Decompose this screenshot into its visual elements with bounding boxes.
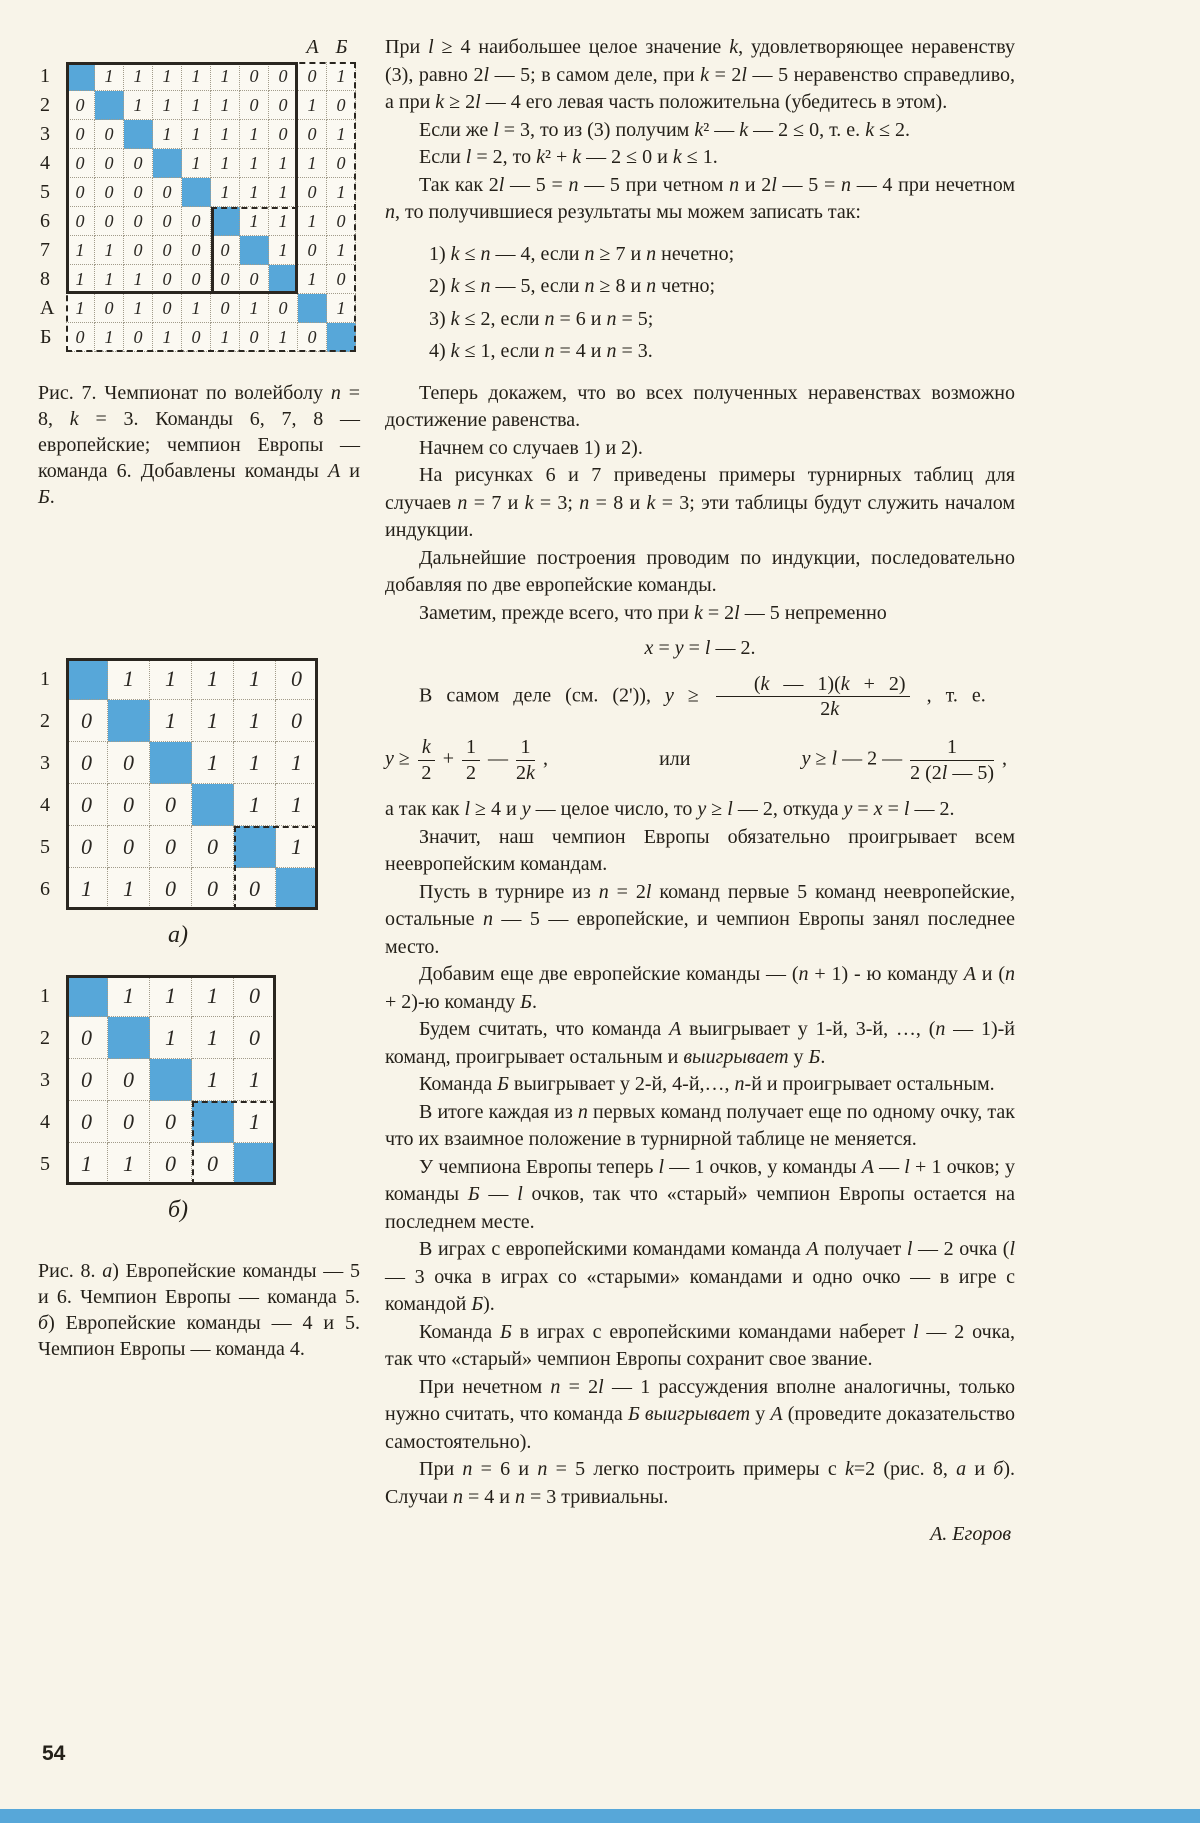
- matrix-cell: 0: [66, 700, 108, 742]
- matrix-cell: 1: [153, 62, 182, 91]
- paragraph: Добавим еще две европейские команды — (n + 1) - ю команду А и (n + 2)-ю команду Б.: [385, 963, 1015, 1013]
- scan-edge-bar: [0, 1809, 1200, 1823]
- row-label: 3: [40, 123, 50, 145]
- matrix-cell: 1: [269, 207, 298, 236]
- fig7-col-header-b: Б: [335, 36, 348, 58]
- matrix-cell: 1: [240, 120, 269, 149]
- paragraph: Значит, наш чемпион Европы обязательно проигрывает всем неевропейским командам.: [385, 825, 1015, 876]
- fraction: $\frac{(k — 1)(k + 2)}{2k}$: [716, 673, 910, 721]
- diagonal-cell: [192, 784, 234, 826]
- fraction: $\frac{k}{2}$: [418, 736, 435, 784]
- matrix-cell: 1: [153, 91, 182, 120]
- matrix-cell: 0: [153, 294, 182, 323]
- diagonal-cell: [234, 826, 276, 868]
- matrix-cell: 1: [150, 700, 192, 742]
- matrix-cell: 1: [234, 700, 276, 742]
- matrix-cell: 0: [327, 207, 356, 236]
- diagonal-cell: [276, 868, 318, 910]
- matrix-cell: 1: [66, 868, 108, 910]
- matrix-cell: 0: [153, 207, 182, 236]
- matrix-cell: 0: [124, 323, 153, 352]
- matrix-cell: 1: [66, 294, 95, 323]
- matrix-cell: 0: [240, 91, 269, 120]
- matrix-cell: 0: [153, 178, 182, 207]
- paragraph: Пусть в турнире из n = 2l команд первые 5 команд неевропейские, остальные n — 5 — европейские, и чемпион Европы занял последнее место.: [385, 880, 1016, 958]
- matrix-cell: 0: [192, 868, 234, 910]
- fig7-column-headers: [298, 36, 368, 62]
- row-label: 5: [40, 181, 50, 203]
- row-label: 6: [40, 878, 50, 900]
- matrix-cell: 0: [66, 1059, 108, 1101]
- matrix-cell: 1: [108, 975, 150, 1017]
- row-label: 1: [40, 668, 50, 690]
- diagonal-cell: [240, 236, 269, 265]
- matrix-cell: 1: [150, 658, 192, 700]
- matrix-cell: 0: [211, 236, 240, 265]
- diagonal-cell: [150, 1059, 192, 1101]
- formula-fragment: y ≥ $\frac{k}{2}$ + $\frac{1}{2}$ — $\frac{1}{2k}$ ,: [385, 736, 548, 784]
- matrix-cell: 0: [327, 149, 356, 178]
- matrix-cell: 1: [182, 62, 211, 91]
- matrix-cell: 1: [234, 1101, 276, 1143]
- matrix-cell: 0: [276, 700, 318, 742]
- row-label: 5: [40, 836, 50, 858]
- paragraph: Теперь докажем, что во всех полученных неравенствах возможно достижение равенства.: [385, 381, 1015, 431]
- matrix-cell: 0: [108, 784, 150, 826]
- matrix-cell: 1: [150, 975, 192, 1017]
- matrix-cell: 0: [150, 826, 192, 868]
- matrix-cell: 0: [108, 1101, 150, 1143]
- matrix-cell: 0: [153, 265, 182, 294]
- matrix-cell: 1: [269, 178, 298, 207]
- fig7-caption: Рис. 7. Чемпионат по волейболу n = 8, k = 3. Команды 6, 7, 8 — европейские; чемпион Европы — команда 6. Добавлены команды А и Б.: [38, 382, 360, 508]
- diagonal-cell: [153, 149, 182, 178]
- matrix-cell: 0: [298, 62, 327, 91]
- matrix-cell: 0: [182, 236, 211, 265]
- matrix-cell: 1: [108, 1143, 150, 1185]
- matrix-cell: 1: [211, 323, 240, 352]
- matrix-cell: 0: [150, 784, 192, 826]
- matrix-cell: 0: [150, 1143, 192, 1185]
- fig7-tournament-table: [38, 62, 368, 352]
- matrix-cell: 0: [66, 120, 95, 149]
- diagonal-cell: [211, 207, 240, 236]
- fig8a-tournament-table: [38, 658, 368, 910]
- row-label: 3: [40, 752, 50, 774]
- row-label: 5: [40, 1153, 50, 1175]
- matrix-cell: 1: [269, 323, 298, 352]
- matrix-cell: 0: [95, 207, 124, 236]
- paragraph: Начнем со случаев 1) и 2).: [419, 436, 643, 459]
- matrix-cell: 0: [108, 742, 150, 784]
- paragraph: В итоге каждая из n первых команд получает еще по одному очку, так что их взаимное положение в турнирной таблице не меняется.: [385, 1100, 1015, 1151]
- matrix-cell: 1: [234, 742, 276, 784]
- matrix-cell: 0: [192, 826, 234, 868]
- matrix-cell: 0: [108, 826, 150, 868]
- paragraph: В играх с европейскими командами команда А получает l — 2 очка (l — 3 очка в играх со «старыми» командами и одно очко — в игре с командой Б).: [385, 1238, 1015, 1316]
- row-label: 6: [40, 210, 50, 232]
- matrix-cell: 0: [95, 178, 124, 207]
- diagonal-cell: [66, 975, 108, 1017]
- matrix-cell: 1: [95, 323, 124, 352]
- paragraph: Заметим, прежде всего, что при k = 2l — 5 непременно: [419, 601, 887, 624]
- paragraph: Будем считать, что команда А выигрывает у 1-й, 3-й, …, (n — 1)-й команд, проигрывает остальным и выигрывает у Б.: [385, 1018, 1015, 1068]
- matrix-cell: 1: [108, 658, 150, 700]
- diagonal-cell: [150, 742, 192, 784]
- paragraph: Если же l = 3, то из (3) получим k² — k — 2 ≤ 0, т. е. k ≤ 2.: [419, 118, 911, 141]
- fig8a-label: а): [168, 922, 188, 948]
- row-label: 7: [40, 239, 50, 261]
- paragraph: На рисунках 6 и 7 приведены примеры турнирных таблиц для случаев n = 7 и k = 3; n = 8 и k = 3; эти таблицы будут служить началом индукции.: [385, 464, 1015, 541]
- matrix-cell: 0: [150, 868, 192, 910]
- matrix-cell: 1: [192, 1017, 234, 1059]
- row-label: Б: [40, 326, 52, 348]
- matrix-cell: 1: [276, 826, 318, 868]
- matrix-cell: 0: [240, 265, 269, 294]
- matrix-cell: 0: [108, 1059, 150, 1101]
- row-label: 2: [40, 94, 50, 116]
- page-number: 54: [42, 1742, 66, 1765]
- matrix-cell: 1: [276, 742, 318, 784]
- author-signature: А. Егоров: [930, 1523, 1011, 1546]
- matrix-cell: 1: [240, 178, 269, 207]
- matrix-cell: 1: [276, 784, 318, 826]
- diagonal-cell: [124, 120, 153, 149]
- matrix-cell: 1: [240, 294, 269, 323]
- matrix-cell: 1: [234, 658, 276, 700]
- matrix-cell: 1: [298, 149, 327, 178]
- matrix-cell: 0: [298, 178, 327, 207]
- paragraph: При l ≥ 4 наибольшее целое значение k, удовлетворяющее неравенству (3), равно 2l — 5; в самом деле, при k = 2l — 5 неравенство справедливо, а при k ≥ 2l — 4 его левая часть положительна (убедитесь в этом).: [385, 36, 1016, 113]
- formula-fragment: или: [659, 748, 691, 771]
- matrix-cell: 0: [95, 149, 124, 178]
- row-label: 2: [40, 710, 50, 732]
- matrix-cell: 1: [192, 658, 234, 700]
- diagonal-cell: [298, 294, 327, 323]
- matrix-cell: 0: [327, 265, 356, 294]
- matrix-cell: 1: [150, 1017, 192, 1059]
- matrix-cell: 1: [192, 1059, 234, 1101]
- matrix-cell: 0: [66, 784, 108, 826]
- matrix-cell: 0: [298, 323, 327, 352]
- diagonal-cell: [95, 91, 124, 120]
- matrix-cell: 1: [182, 91, 211, 120]
- diagonal-cell: [108, 1017, 150, 1059]
- matrix-cell: 0: [66, 149, 95, 178]
- display-formula: x = y = l — 2.: [644, 637, 756, 659]
- matrix-cell: 1: [327, 236, 356, 265]
- diagonal-cell: [327, 323, 356, 352]
- row-label: 4: [40, 1111, 50, 1133]
- diagonal-cell: [66, 62, 95, 91]
- matrix-cell: 0: [276, 658, 318, 700]
- matrix-cell: 1: [124, 91, 153, 120]
- matrix-cell: 1: [192, 700, 234, 742]
- matrix-cell: 0: [66, 91, 95, 120]
- matrix-cell: 0: [269, 91, 298, 120]
- matrix-cell: 1: [95, 236, 124, 265]
- matrix-cell: 1: [211, 91, 240, 120]
- fig8b-label: б): [167, 1197, 189, 1223]
- matrix-cell: 1: [234, 784, 276, 826]
- matrix-cell: 1: [192, 742, 234, 784]
- matrix-cell: 1: [327, 178, 356, 207]
- figure-8a: [38, 658, 368, 949]
- matrix-cell: 1: [182, 294, 211, 323]
- paragraph: а так как l ≥ 4 и y — целое число, то y ≥ l — 2, откуда y = x = l — 2.: [385, 798, 955, 821]
- paragraph: Дальнейшие построения проводим по индукции, последовательно добавляя по две европейские команды.: [385, 546, 1015, 596]
- matrix-cell: 1: [153, 120, 182, 149]
- diagonal-cell: [182, 178, 211, 207]
- matrix-cell: 1: [298, 265, 327, 294]
- paragraph: Команда Б выигрывает у 2-й, 4-й,…, n-й и проигрывает остальным.: [419, 1073, 995, 1096]
- matrix-cell: 0: [192, 1143, 234, 1185]
- matrix-cell: 0: [66, 826, 108, 868]
- matrix-cell: 1: [298, 207, 327, 236]
- matrix-cell: 1: [124, 62, 153, 91]
- matrix-cell: 0: [234, 868, 276, 910]
- matrix-cell: 0: [240, 323, 269, 352]
- fig7-col-header-a: А: [306, 36, 319, 58]
- paragraph: При нечетном n = 2l — 1 рассуждения вполне аналогичны, только нужно считать, что команда Б выигрывает у А (проведите доказательство самостоятельно).: [385, 1375, 1016, 1453]
- matrix-cell: 1: [211, 178, 240, 207]
- matrix-cell: 1: [240, 207, 269, 236]
- matrix-cell: 0: [66, 1101, 108, 1143]
- matrix-cell: 1: [211, 149, 240, 178]
- matrix-cell: 1: [327, 294, 356, 323]
- case-list: [429, 241, 1015, 366]
- matrix-cell: 0: [182, 265, 211, 294]
- case-list-item: 1) k ≤ n — 4, если n ≥ 7 и n нечетно;: [429, 242, 735, 265]
- matrix-cell: 1: [211, 120, 240, 149]
- matrix-cell: 1: [269, 236, 298, 265]
- matrix-cell: 1: [269, 149, 298, 178]
- paragraph: Команда Б в играх с европейскими командами наберет l — 2 очка, так что «старый» чемпион Европы сохранит свое звание.: [385, 1320, 1015, 1371]
- matrix-cell: 1: [182, 149, 211, 178]
- fraction: $\frac{1}{2}$: [462, 736, 480, 784]
- matrix-cell: 1: [66, 265, 95, 294]
- matrix-cell: 1: [124, 265, 153, 294]
- row-label: 1: [40, 65, 50, 87]
- case-list-item: 3) k ≤ 2, если n = 6 и n = 5;: [429, 307, 654, 330]
- display-formula-row: [385, 736, 1015, 784]
- matrix-cell: 1: [66, 236, 95, 265]
- matrix-cell: 0: [182, 323, 211, 352]
- figures-column: [38, 36, 368, 1362]
- matrix-cell: 1: [211, 62, 240, 91]
- matrix-cell: 0: [211, 294, 240, 323]
- matrix-cell: 1: [95, 62, 124, 91]
- row-label: 4: [40, 152, 50, 174]
- matrix-cell: 0: [269, 120, 298, 149]
- matrix-cell: 0: [269, 294, 298, 323]
- fraction: $\frac{1}{2k}$: [516, 736, 535, 784]
- matrix-cell: 0: [124, 178, 153, 207]
- row-label: 4: [40, 794, 50, 816]
- matrix-cell: 0: [211, 265, 240, 294]
- matrix-cell: 0: [95, 294, 124, 323]
- matrix-cell: 1: [153, 323, 182, 352]
- paragraph: В самом деле (см. (2')), y ≥ $\frac{(k — 1)(k + 2)}{2k}$ , т. е.: [419, 672, 986, 720]
- diagonal-cell: [192, 1101, 234, 1143]
- matrix-cell: 0: [298, 236, 327, 265]
- paragraph: У чемпиона Европы теперь l — 1 очков, у команды А — l + 1 очков; у команды Б — l очков, так что «старый» чемпион Европы остается на последнем месте.: [385, 1155, 1016, 1233]
- fig8-caption: Рис. 8. а) Европейские команды — 5 и 6. Чемпион Европы — команда 5. б) Европейские команды — 4 и 5. Чемпион Европы — команда 4.: [38, 1260, 361, 1360]
- row-label: А: [40, 297, 55, 319]
- matrix-cell: 1: [327, 62, 356, 91]
- fig8b-tournament-table: [38, 975, 368, 1185]
- row-label: 2: [40, 1027, 50, 1049]
- paragraph: Если l = 2, то k² + k — 2 ≤ 0 и k ≤ 1.: [419, 146, 718, 168]
- matrix-cell: 0: [269, 62, 298, 91]
- row-label: 3: [40, 1069, 50, 1091]
- matrix-cell: 1: [95, 265, 124, 294]
- paragraph: Так как 2l — 5 = n — 5 при четном n и 2l — 5 = n — 4 при нечетном n, то получившиеся результаты мы можем записать так:: [385, 173, 1016, 223]
- fraction: $\frac{1}{2 (2l — 5)}$: [910, 736, 994, 784]
- diagonal-cell: [269, 265, 298, 294]
- matrix-cell: 0: [153, 236, 182, 265]
- matrix-cell: 0: [327, 91, 356, 120]
- matrix-cell: 1: [192, 975, 234, 1017]
- matrix-cell: 1: [124, 294, 153, 323]
- row-label: 8: [40, 268, 50, 290]
- matrix-cell: 0: [124, 207, 153, 236]
- matrix-cell: 1: [234, 1059, 276, 1101]
- matrix-cell: 0: [124, 149, 153, 178]
- matrix-cell: 1: [182, 120, 211, 149]
- figure-8b: [38, 975, 368, 1224]
- matrix-cell: 0: [240, 62, 269, 91]
- case-list-item: 2) k ≤ n — 5, если n ≥ 8 и n четно;: [429, 275, 716, 297]
- matrix-cell: 0: [66, 742, 108, 784]
- matrix-cell: 1: [327, 120, 356, 149]
- figure-7: [38, 36, 368, 510]
- diagonal-cell: [108, 700, 150, 742]
- formula-fragment: y ≥ l — 2 — $\frac{1}{2 (2l — 5)}$ ,: [801, 736, 1007, 784]
- matrix-cell: 0: [150, 1101, 192, 1143]
- diagonal-cell: [234, 1143, 276, 1185]
- matrix-cell: 0: [234, 1017, 276, 1059]
- article-text-column: [385, 34, 1015, 1549]
- matrix-cell: 0: [298, 120, 327, 149]
- matrix-cell: 1: [240, 149, 269, 178]
- matrix-cell: 1: [66, 1143, 108, 1185]
- paragraph: При n = 6 и n = 5 легко построить примеры с k=2 (рис. 8, а и б). Случаи n = 4 и n = 3 тривиальны.: [385, 1458, 1016, 1508]
- matrix-cell: 0: [234, 975, 276, 1017]
- matrix-cell: 0: [124, 236, 153, 265]
- matrix-cell: 0: [95, 120, 124, 149]
- matrix-cell: 1: [298, 91, 327, 120]
- diagonal-cell: [66, 658, 108, 700]
- matrix-cell: 0: [66, 178, 95, 207]
- row-label: 1: [40, 985, 50, 1007]
- matrix-cell: 0: [66, 323, 95, 352]
- matrix-cell: 1: [108, 868, 150, 910]
- matrix-cell: 0: [66, 1017, 108, 1059]
- matrix-cell: 0: [182, 207, 211, 236]
- case-list-item: 4) k ≤ 1, если n = 4 и n = 3.: [429, 340, 653, 362]
- matrix-cell: 0: [66, 207, 95, 236]
